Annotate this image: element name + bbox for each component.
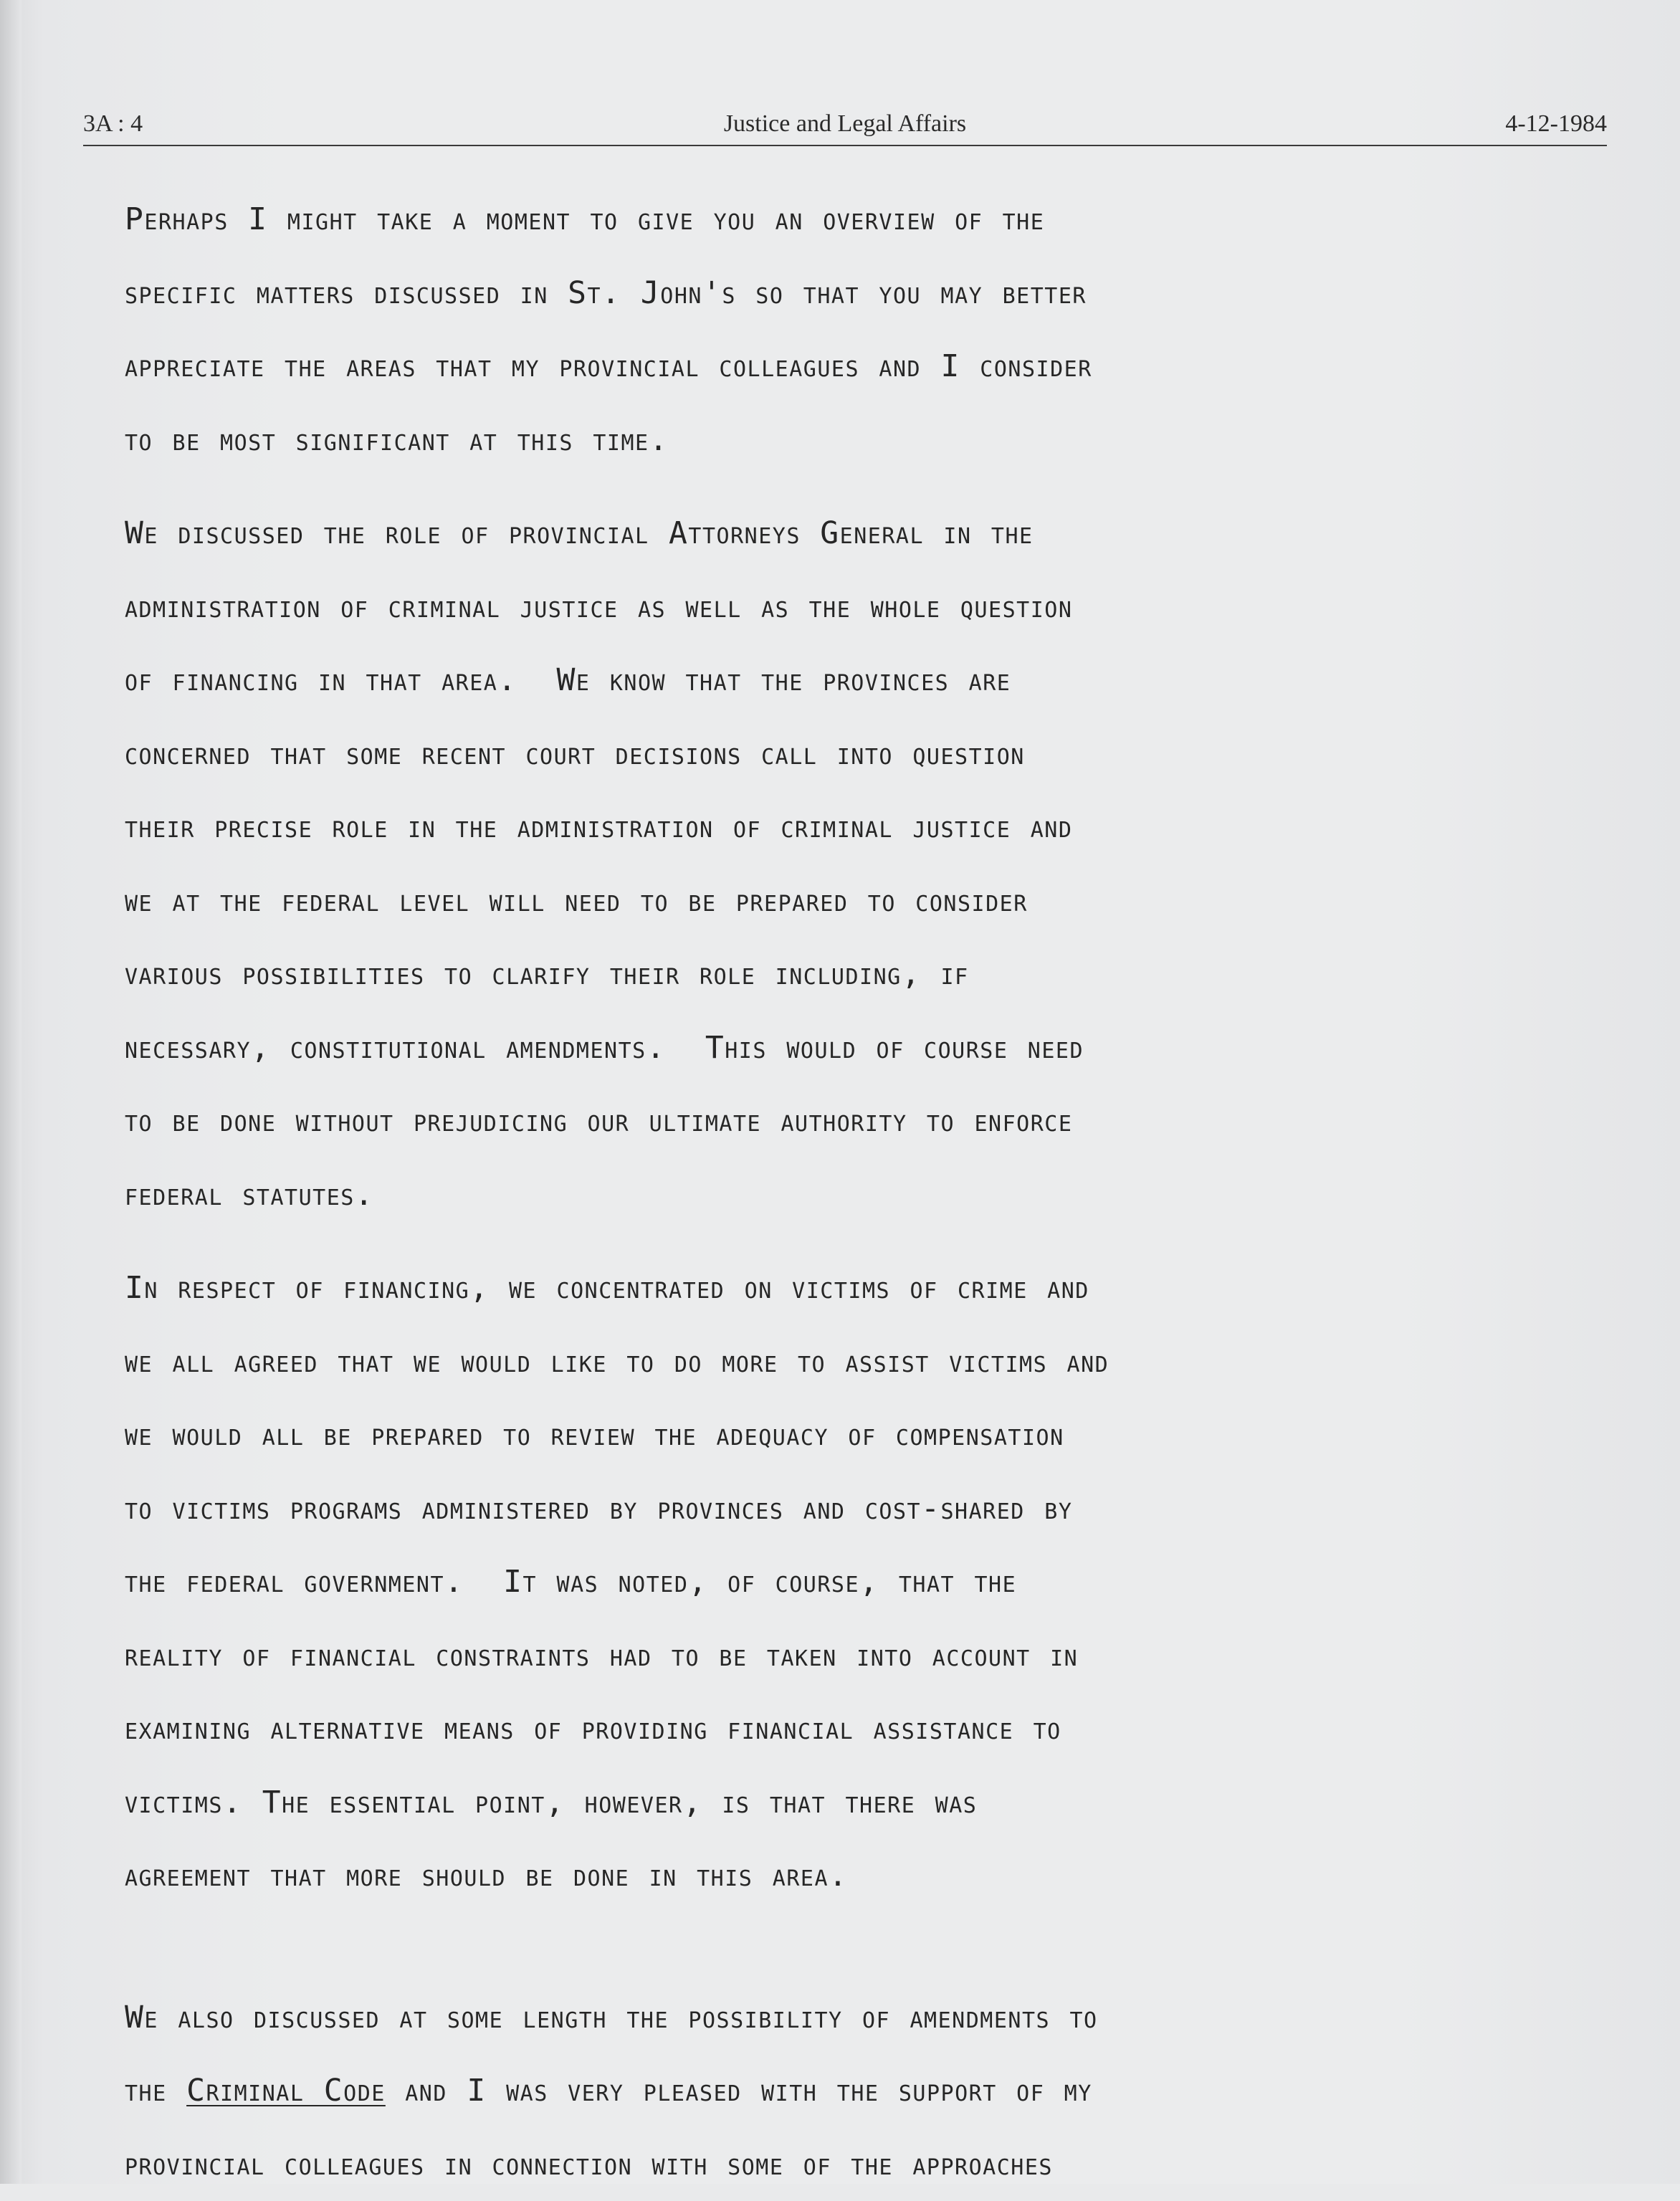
text-line: we would all be prepared to review the adequacy of compensation [125,1398,1572,1472]
text-line: various possibilities to clarify their role including, if [125,937,1572,1011]
text-line: We also discussed at some length the possibility of amendments to [125,1981,1572,2055]
text-line: their precise role in the administration of criminal justice and [125,791,1572,864]
text-line: provincial colleagues in connection with some of the approaches [125,2128,1572,2201]
running-header [83,108,1607,145]
text-line: victims. The essential point, however, is that there was [125,1766,1572,1840]
text-line: the federal government. It was noted, of course, that the [125,1545,1572,1619]
text-line: of financing in that area. We know that the provinces are [125,644,1572,717]
text-line: concerned that some recent court decisions call into question [125,717,1572,791]
text-line: to be done without prejudicing our ultimate authority to enforce [125,1084,1572,1158]
header-rule [83,145,1607,146]
paragraph-financing [125,1251,1572,1913]
text-line: we at the federal level will need to be prepared to consider [125,864,1572,938]
text-line: In respect of financing, we concentrated on victims of crime and [125,1251,1572,1325]
text-line: appreciate the areas that my provincial colleagues and I consider [125,330,1572,404]
header-title: Justice and Legal Affairs [83,110,1607,138]
text-line: specific matters discussed in St. John's so that you may better [125,257,1572,330]
text-line: reality of financial constraints had to be taken into account in [125,1619,1572,1693]
text-line: to victims programs administered by provinces and cost-shared by [125,1472,1572,1546]
header-date: 4-12-1984 [1505,110,1607,138]
page-edge-shadow [0,0,22,2184]
text-line: examining alternative means of providing financial assistance to [125,1692,1572,1766]
text-line: we all agreed that we would like to do more to assist victims and [125,1325,1572,1399]
text-line: administration of criminal justice as well as the whole question [125,570,1572,644]
text-line [125,2054,1572,2128]
text-line: to be most significant at this time. [125,404,1572,477]
criminal-code-title: Criminal Code [186,2073,386,2109]
paragraph-overview [125,183,1572,477]
paragraph-criminal-code [125,1981,1572,2201]
text-line: necessary, constitutional amendments. This would of course need [125,1011,1572,1085]
text-segment: the [125,2073,186,2109]
paragraph-attorneys-general [125,497,1572,1231]
text-line: federal statutes. [125,1158,1572,1232]
text-line: We discussed the role of provincial Attorneys General in the [125,497,1572,570]
text-segment: and I was very pleased with the support of my [386,2073,1092,2109]
document-body [125,183,1572,2201]
text-line: agreement that more should be done in this area. [125,1839,1572,1913]
text-line: Perhaps I might take a moment to give you an overview of the [125,183,1572,257]
header-section-number: 3A : 4 [83,110,143,138]
